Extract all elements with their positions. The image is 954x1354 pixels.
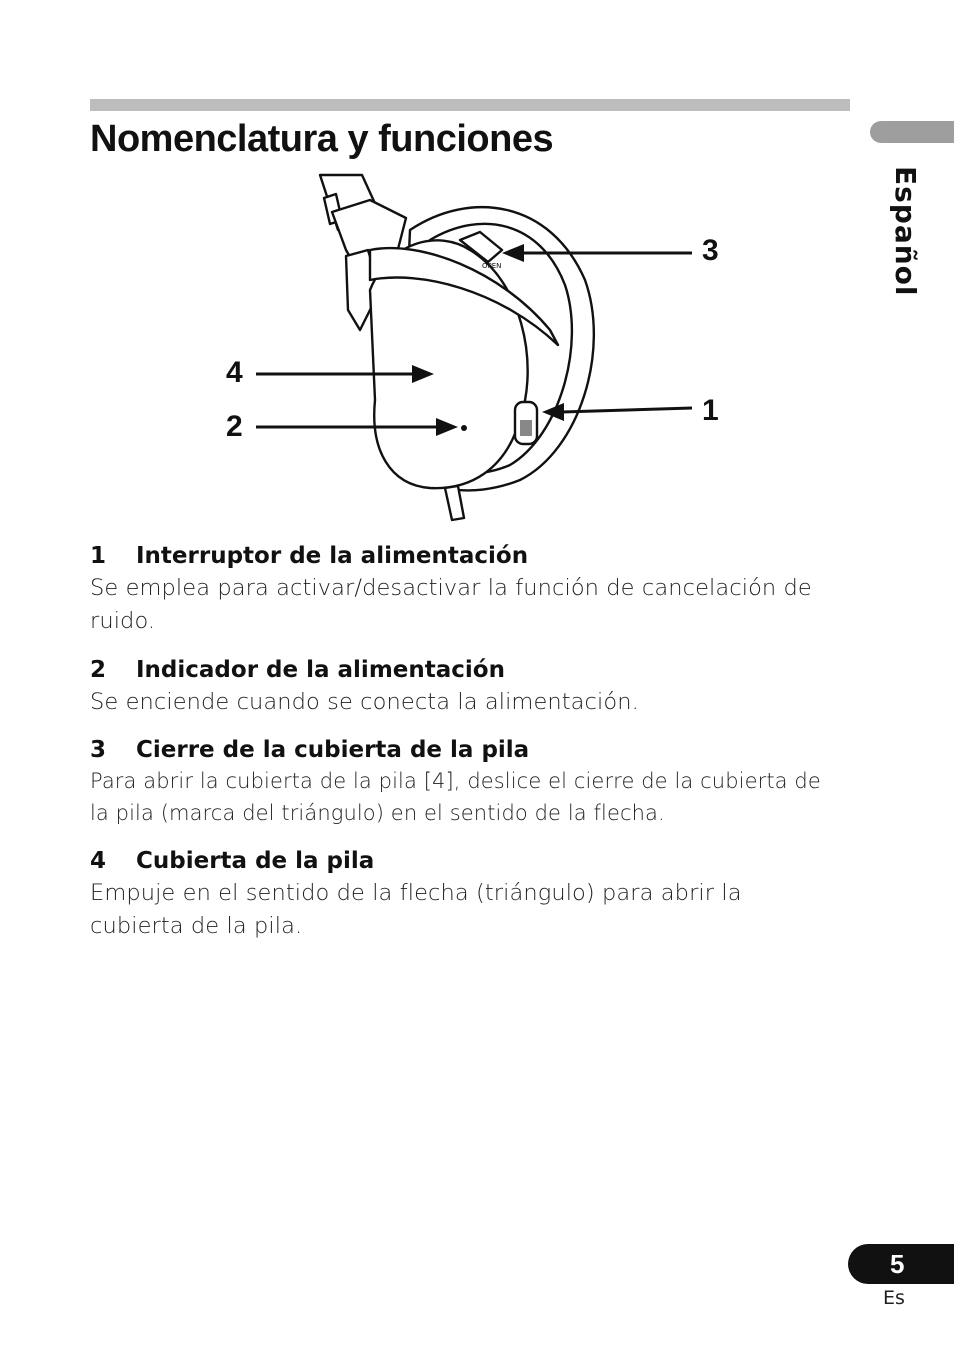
- headphone-figure: [220, 170, 740, 530]
- page-language-code: Es: [883, 1287, 905, 1309]
- item-description: la pila (marca del triángulo) en el sentido de la flecha.: [90, 801, 665, 825]
- item-heading: 1 Interruptor de la alimentación: [90, 543, 529, 569]
- top-rule: [90, 99, 850, 111]
- callout-1: 1: [702, 394, 719, 427]
- list-item: [90, 845, 860, 943]
- page-title: Nomenclatura y funciones: [90, 118, 554, 160]
- item-description: Empuje en el sentido de la flecha (triángulo) para abrir la: [90, 880, 742, 906]
- headphone-icon: [220, 170, 740, 530]
- item-list: [90, 540, 860, 943]
- callout-4: 4: [226, 356, 243, 389]
- open-label: OPEN: [482, 262, 502, 270]
- item-description: Se enciende cuando se conecta la alimentación.: [90, 689, 639, 715]
- callout-3: 3: [702, 234, 719, 267]
- side-tab-marker: [870, 121, 954, 143]
- list-item: [90, 654, 860, 719]
- side-language-label: Español: [889, 166, 922, 297]
- item-heading: 4 Cubierta de la pila: [90, 848, 375, 874]
- item-heading: 3 Cierre de la cubierta de la pila: [90, 737, 530, 763]
- item-description: Para abrir la cubierta de la pila [4], deslice el cierre de la cubierta de: [90, 769, 821, 793]
- item-description: ruido.: [90, 608, 156, 634]
- list-item: [90, 735, 860, 829]
- callout-2: 2: [226, 410, 243, 443]
- item-description: Se emplea para activar/desactivar la función de cancelación de: [90, 575, 812, 601]
- list-item: [90, 540, 860, 638]
- item-heading: 2 Indicador de la alimentación: [90, 657, 505, 683]
- page-number: 5: [848, 1244, 954, 1284]
- item-description: cubierta de la pila.: [90, 913, 303, 939]
